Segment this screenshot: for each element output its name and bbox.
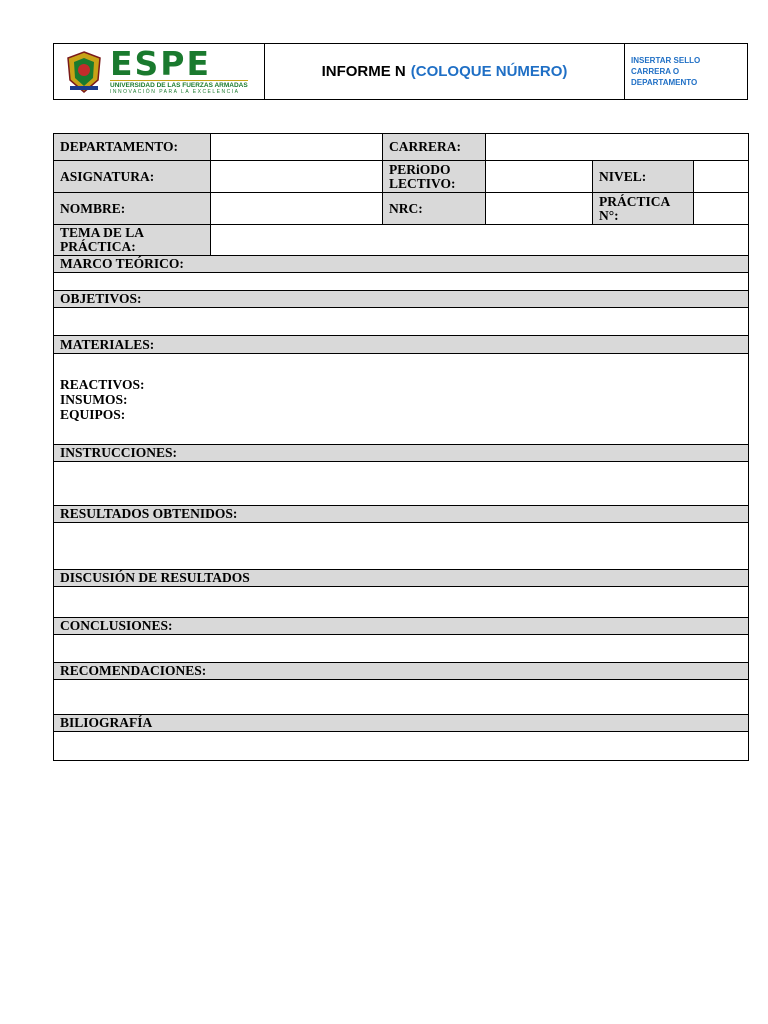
asignatura-field[interactable] xyxy=(211,161,383,193)
practica-label: PRÁCTICA N°: xyxy=(593,193,694,225)
periodo-field[interactable] xyxy=(486,161,593,193)
bibliografia-field[interactable] xyxy=(54,732,749,761)
conclusiones-field[interactable] xyxy=(54,635,749,663)
tema-label: TEMA DE LA PRÁCTICA: xyxy=(54,225,211,256)
nombre-label: NOMBRE: xyxy=(54,193,211,225)
bibliografia-header: BILIOGRAFÍA xyxy=(54,715,749,732)
instrucciones-header: INSTRUCCIONES: xyxy=(54,445,749,462)
recomendaciones-field[interactable] xyxy=(54,680,749,715)
reactivos-label: REACTIVOS: xyxy=(60,376,145,392)
departamento-field[interactable] xyxy=(211,134,383,161)
marco-teorico-field[interactable] xyxy=(54,273,749,291)
crest-icon xyxy=(64,50,104,94)
university-logo xyxy=(54,44,265,99)
periodo-label: PERiODO LECTIVO: xyxy=(383,161,486,193)
materiales-field[interactable] xyxy=(54,354,749,445)
nombre-field[interactable] xyxy=(211,193,383,225)
nrc-field[interactable] xyxy=(486,193,593,225)
departamento-label: DEPARTAMENTO: xyxy=(54,134,211,161)
carrera-label: CARRERA: xyxy=(383,134,486,161)
materiales-header: MATERIALES: xyxy=(54,336,749,354)
insumos-label: INSUMOS: xyxy=(60,391,128,407)
objetivos-header: OBJETIVOS: xyxy=(54,291,749,308)
report-form xyxy=(53,133,749,761)
marco-teorico-header: MARCO TEÓRICO: xyxy=(54,256,749,273)
asignatura-label: ASIGNATURA: xyxy=(54,161,211,193)
report-header xyxy=(53,43,748,100)
conclusiones-header: CONCLUSIONES: xyxy=(54,618,749,635)
instrucciones-field[interactable] xyxy=(54,462,749,506)
report-title-prefix: INFORME N xyxy=(321,63,406,80)
logo-university-name: UNIVERSIDAD DE LAS FUERZAS ARMADAS xyxy=(110,82,248,89)
objetivos-field[interactable] xyxy=(54,308,749,336)
nivel-label: NIVEL: xyxy=(593,161,694,193)
resultados-header: RESULTADOS OBTENIDOS: xyxy=(54,506,749,523)
recomendaciones-header: RECOMENDACIONES: xyxy=(54,663,749,680)
discusion-field[interactable] xyxy=(54,587,749,618)
report-number-placeholder[interactable]: (COLOQUE NÚMERO) xyxy=(410,63,568,80)
logo-motto: INNOVACIÓN PARA LA EXCELENCIA xyxy=(110,89,240,95)
report-title xyxy=(265,44,625,99)
tema-field[interactable] xyxy=(211,225,749,256)
logo-wordmark: ESPE xyxy=(110,44,212,83)
nrc-label: NRC: xyxy=(383,193,486,225)
discusion-header: DISCUSIÓN DE RESULTADOS xyxy=(54,570,749,587)
carrera-field[interactable] xyxy=(486,134,749,161)
nivel-field[interactable] xyxy=(694,161,749,193)
practica-field[interactable] xyxy=(694,193,749,225)
equipos-label: EQUIPOS: xyxy=(60,406,126,422)
resultados-field[interactable] xyxy=(54,523,749,570)
stamp-placeholder[interactable]: INSERTAR SELLO CARRERA O DEPARTAMENTO xyxy=(631,56,701,87)
